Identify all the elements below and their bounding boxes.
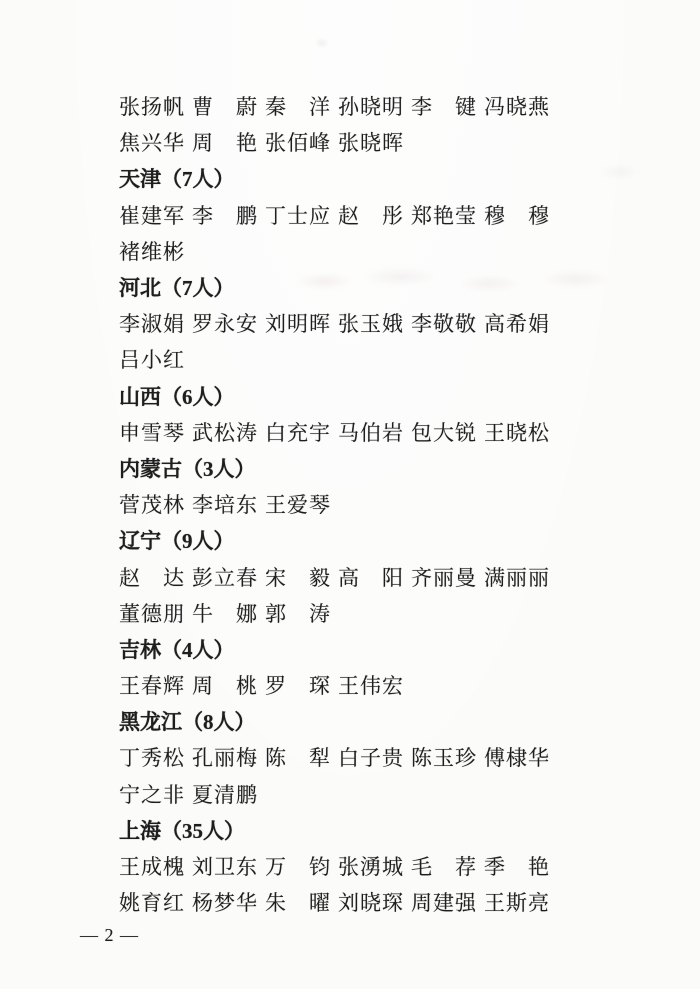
person-name: 孔 丽 梅 (192, 746, 257, 771)
person-name: 秦 洋 (265, 95, 330, 120)
province-header: 上海（35人） (119, 818, 245, 843)
page-number: — 2 — (80, 925, 139, 945)
person-name: 夏 清 鹏 (192, 782, 257, 807)
person-name: 罗 琛 (265, 674, 330, 699)
name-row (119, 486, 579, 522)
name-row (119, 739, 579, 775)
name-row (119, 305, 579, 341)
person-name: 张 湧 城 (338, 855, 403, 880)
person-name: 王 伟 宏 (338, 674, 403, 699)
name-row (119, 88, 579, 124)
person-name: 褚 维 彬 (119, 239, 184, 264)
person-name: 牛 娜 (192, 601, 257, 626)
person-name: 李 键 (411, 95, 476, 120)
person-name: 周 桃 (192, 674, 257, 699)
person-name: 陈 犁 (265, 746, 330, 771)
province-header: 山西（6人） (119, 384, 235, 409)
person-name: 王 春 辉 (119, 674, 184, 699)
name-row (119, 124, 579, 160)
name-row (119, 884, 579, 920)
scan-smudge (315, 38, 329, 48)
person-name: 张 佰 峰 (265, 131, 330, 156)
person-name: 包 大 锐 (411, 420, 476, 445)
person-name: 郭 涛 (265, 601, 330, 626)
province-header: 黑龙江（8人） (119, 710, 256, 735)
name-row (119, 414, 579, 450)
name-row (119, 595, 579, 631)
person-name: 马 伯 岩 (338, 420, 403, 445)
province-header: 河北（7人） (119, 276, 235, 301)
person-name: 周 艳 (192, 131, 257, 156)
person-name: 王 晓 松 (484, 420, 549, 445)
person-name: 张 玉 娥 (338, 312, 403, 337)
person-name: 李 淑 娟 (119, 312, 184, 337)
person-name: 白 子 贵 (338, 746, 403, 771)
person-name: 宋 毅 (265, 565, 330, 590)
name-row (119, 233, 579, 269)
person-name: 张 扬 帆 (119, 95, 184, 120)
person-name: 武 松 涛 (192, 420, 257, 445)
scan-smudge (600, 165, 640, 179)
name-row (119, 776, 579, 812)
province-header: 辽宁（9人） (119, 529, 235, 554)
person-name: 穆 穆 (484, 203, 549, 228)
name-row (119, 341, 579, 377)
person-name: 王 爱 琴 (265, 493, 330, 518)
person-name: 罗 永 安 (192, 312, 257, 337)
name-row (119, 848, 579, 884)
person-name: 季 艳 (484, 855, 549, 880)
person-name: 申 雪 琴 (119, 420, 184, 445)
person-name: 刘 明 晖 (265, 312, 330, 337)
province-header: 天津（7人） (119, 167, 235, 192)
person-name: 董 德 朋 (119, 601, 184, 626)
person-name: 高 希 娟 (484, 312, 549, 337)
person-name: 王 成 槐 (119, 855, 184, 880)
person-name: 刘 晓 琛 (338, 891, 403, 916)
person-name: 李 敬 敬 (411, 312, 476, 337)
document-body (119, 88, 579, 920)
person-name: 姚 育 红 (119, 891, 184, 916)
person-name: 张 晓 晖 (338, 131, 403, 156)
person-name: 王 斯 亮 (484, 891, 549, 916)
province-header: 内蒙古（3人） (119, 456, 256, 481)
person-name: 陈 玉 珍 (411, 746, 476, 771)
person-name: 丁 士 应 (265, 203, 330, 228)
name-row (119, 197, 579, 233)
person-name: 朱 曜 (265, 891, 330, 916)
person-name: 焦 兴 华 (119, 131, 184, 156)
name-row (119, 558, 579, 594)
person-name: 郑 艳 莹 (411, 203, 476, 228)
name-row (119, 667, 579, 703)
person-name: 万 钧 (265, 855, 330, 880)
person-name: 冯 晓 燕 (484, 95, 549, 120)
person-name: 孙 晓 明 (338, 95, 403, 120)
person-name: 傅 棣 华 (484, 746, 549, 771)
person-name: 白 充 宇 (265, 420, 330, 445)
person-name: 崔 建 军 (119, 203, 184, 228)
person-name: 赵 达 (119, 565, 184, 590)
person-name: 菅 茂 林 (119, 493, 184, 518)
person-name: 宁 之 非 (119, 782, 184, 807)
person-name: 满 丽 丽 (484, 565, 549, 590)
province-header: 吉林（4人） (119, 637, 235, 662)
person-name: 彭 立 春 (192, 565, 257, 590)
person-name: 杨 梦 华 (192, 891, 257, 916)
person-name: 毛 荐 (411, 855, 476, 880)
person-name: 高 阳 (338, 565, 403, 590)
person-name: 赵 彤 (338, 203, 403, 228)
person-name: 周 建 强 (411, 891, 476, 916)
person-name: 李 培 东 (192, 493, 257, 518)
person-name: 李 鹏 (192, 203, 257, 228)
person-name: 曹 蔚 (192, 95, 257, 120)
person-name: 吕 小 红 (119, 348, 184, 373)
person-name: 刘 卫 东 (192, 855, 257, 880)
person-name: 丁 秀 松 (119, 746, 184, 771)
person-name: 齐 丽 曼 (411, 565, 476, 590)
